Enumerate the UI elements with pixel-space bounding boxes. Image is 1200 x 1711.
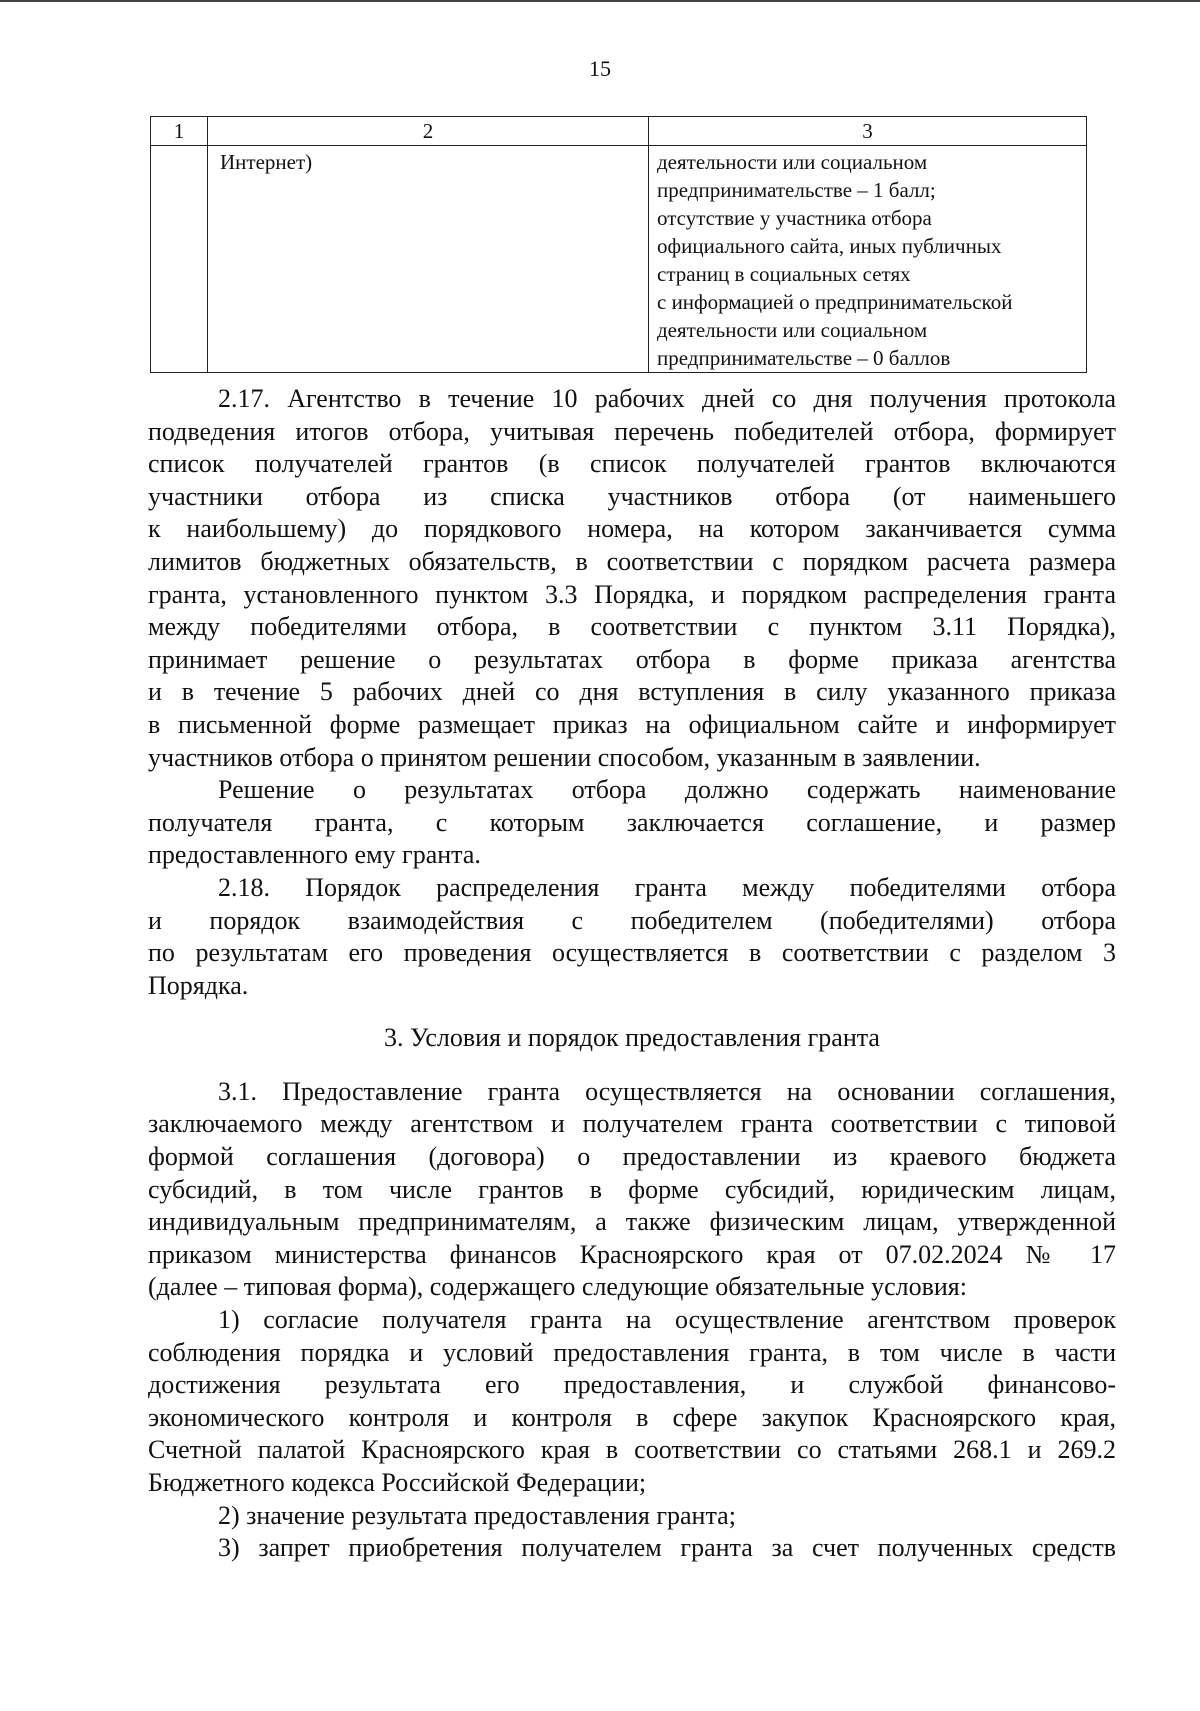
text-line: Бюджетного кодекса Российской Федерации; bbox=[148, 1468, 647, 1497]
paragraph-decision bbox=[148, 774, 1116, 872]
text-line: по результатам его проведения осуществляется в соответствии с разделом 3 bbox=[148, 938, 1116, 968]
section-heading: 3. Условия и порядок предоставления гранта bbox=[384, 1023, 880, 1053]
text-line: Решение о результатах отбора должно содержать наименование bbox=[218, 775, 1116, 805]
text-line: получателя гранта, с которым заключается соглашение, и размер bbox=[148, 807, 1116, 837]
text-line: заключаемого между агентством и получателем гранта соответствии с типовой bbox=[148, 1109, 1116, 1139]
text-line: гранта, установленного пунктом 3.3 Порядка, и порядком распределения гранта bbox=[148, 579, 1116, 609]
document-body bbox=[148, 383, 1116, 1565]
text-line: приказом министерства финансов Красноярского края от 07.02.2024 № 17 bbox=[148, 1239, 1116, 1269]
table-cell-line: с информацией о предпринимательской bbox=[657, 290, 1013, 314]
table-row bbox=[151, 146, 1087, 373]
list-item-2: 2) значение результата предоставления гранта; bbox=[218, 1500, 736, 1530]
text-line: участники отбора из списка участников отбора (от наименьшего bbox=[148, 481, 1116, 511]
table-header-col-3: 3 bbox=[649, 117, 1087, 146]
text-line: 2.18. Порядок распределения гранта между победителями отбора bbox=[218, 872, 1116, 902]
text-line: принимает решение о результатах отбора в форме приказа агентства bbox=[148, 644, 1116, 674]
text-line: к наибольшему) до порядкового номера, на котором заканчивается сумма bbox=[148, 514, 1116, 544]
text-line: предоставленного ему гранта. bbox=[148, 840, 481, 870]
table-header-col-2: 2 bbox=[208, 117, 649, 146]
table-cell-line: отсутствие у участника отбора bbox=[657, 206, 932, 230]
page-number: 15 bbox=[589, 56, 611, 81]
paragraph-3-1 bbox=[148, 1076, 1116, 1304]
text-line: (далее – типовая форма), содержащего следующие обязательные условия: bbox=[148, 1272, 967, 1302]
text-line: 3.1. Предоставление гранта осуществляется на основании соглашения, bbox=[218, 1076, 1116, 1106]
table-cell-line: деятельности или социальном bbox=[657, 318, 928, 342]
paragraph-2-18 bbox=[148, 872, 1116, 1002]
list-item-1 bbox=[148, 1304, 1116, 1500]
table-cell-col-3 bbox=[649, 146, 1087, 373]
text-line: и порядок взаимодействия с победителем (победителями) отбора bbox=[148, 905, 1116, 935]
table-cell-line: деятельности или социальном bbox=[657, 150, 928, 174]
text-line: субсидий, в том числе грантов в форме субсидий, юридическим лицам, bbox=[148, 1174, 1116, 1204]
text-line: формой соглашения (договора) о предоставлении из краевого бюджета bbox=[148, 1142, 1116, 1172]
table-cell-line: страниц в социальных сетях bbox=[657, 262, 911, 286]
page-top-border bbox=[0, 0, 1200, 2]
table-cell-col-1 bbox=[151, 146, 208, 373]
text-line: индивидуальным предпринимателям, а также физическим лицам, утвержденной bbox=[148, 1207, 1116, 1237]
table-cell-line: предпринимательстве – 0 баллов bbox=[657, 346, 951, 370]
text-line: Счетной палатой Красноярского края в соответствии со статьями 268.1 и 269.2 bbox=[148, 1435, 1116, 1465]
text-line: 3) запрет приобретения получателем гранта за счет полученных средств bbox=[218, 1533, 1116, 1563]
text-line: 2.17. Агентство в течение 10 рабочих дней со дня получения протокола bbox=[218, 384, 1116, 413]
text-line: 1) согласие получателя гранта на осуществление агентством проверок bbox=[218, 1305, 1116, 1335]
paragraph-2-17 bbox=[148, 383, 1116, 774]
table-cell-line: предпринимательстве – 1 балл; bbox=[657, 178, 936, 202]
table-header-row bbox=[151, 117, 1087, 146]
text-line: список получателей грантов (в список получателей грантов включаются bbox=[148, 449, 1116, 479]
table-cell-col-2: Интернет) bbox=[208, 146, 649, 373]
criteria-table bbox=[150, 116, 1087, 373]
text-line: экономического контроля и контроля в сфере закупок Красноярского края, bbox=[148, 1402, 1116, 1432]
table-cell-line: официального сайта, иных публичных bbox=[657, 234, 1002, 258]
text-line: лимитов бюджетных обязательств, в соответствии с порядком расчета размера bbox=[148, 546, 1116, 576]
text-line: участников отбора о принятом решении способом, указанным в заявлении. bbox=[148, 742, 981, 772]
text-line: и в течение 5 рабочих дней со дня вступления в силу указанного приказа bbox=[148, 677, 1116, 707]
text-line: достижения результата его предоставления, и службой финансово- bbox=[148, 1370, 1116, 1400]
list-item-3 bbox=[148, 1532, 1116, 1565]
table-header-col-1: 1 bbox=[151, 117, 208, 146]
text-line: между победителями отбора, в соответствии с пунктом 3.11 Порядка), bbox=[148, 612, 1116, 642]
text-line: подведения итогов отбора, учитывая перечень победителей отбора, формирует bbox=[148, 416, 1116, 446]
text-line: Порядка. bbox=[148, 970, 249, 1000]
text-line: в письменной форме размещает приказ на официальном сайте и информирует bbox=[148, 709, 1116, 739]
text-line: соблюдения порядка и условий предоставления гранта, в том числе в части bbox=[148, 1337, 1116, 1367]
